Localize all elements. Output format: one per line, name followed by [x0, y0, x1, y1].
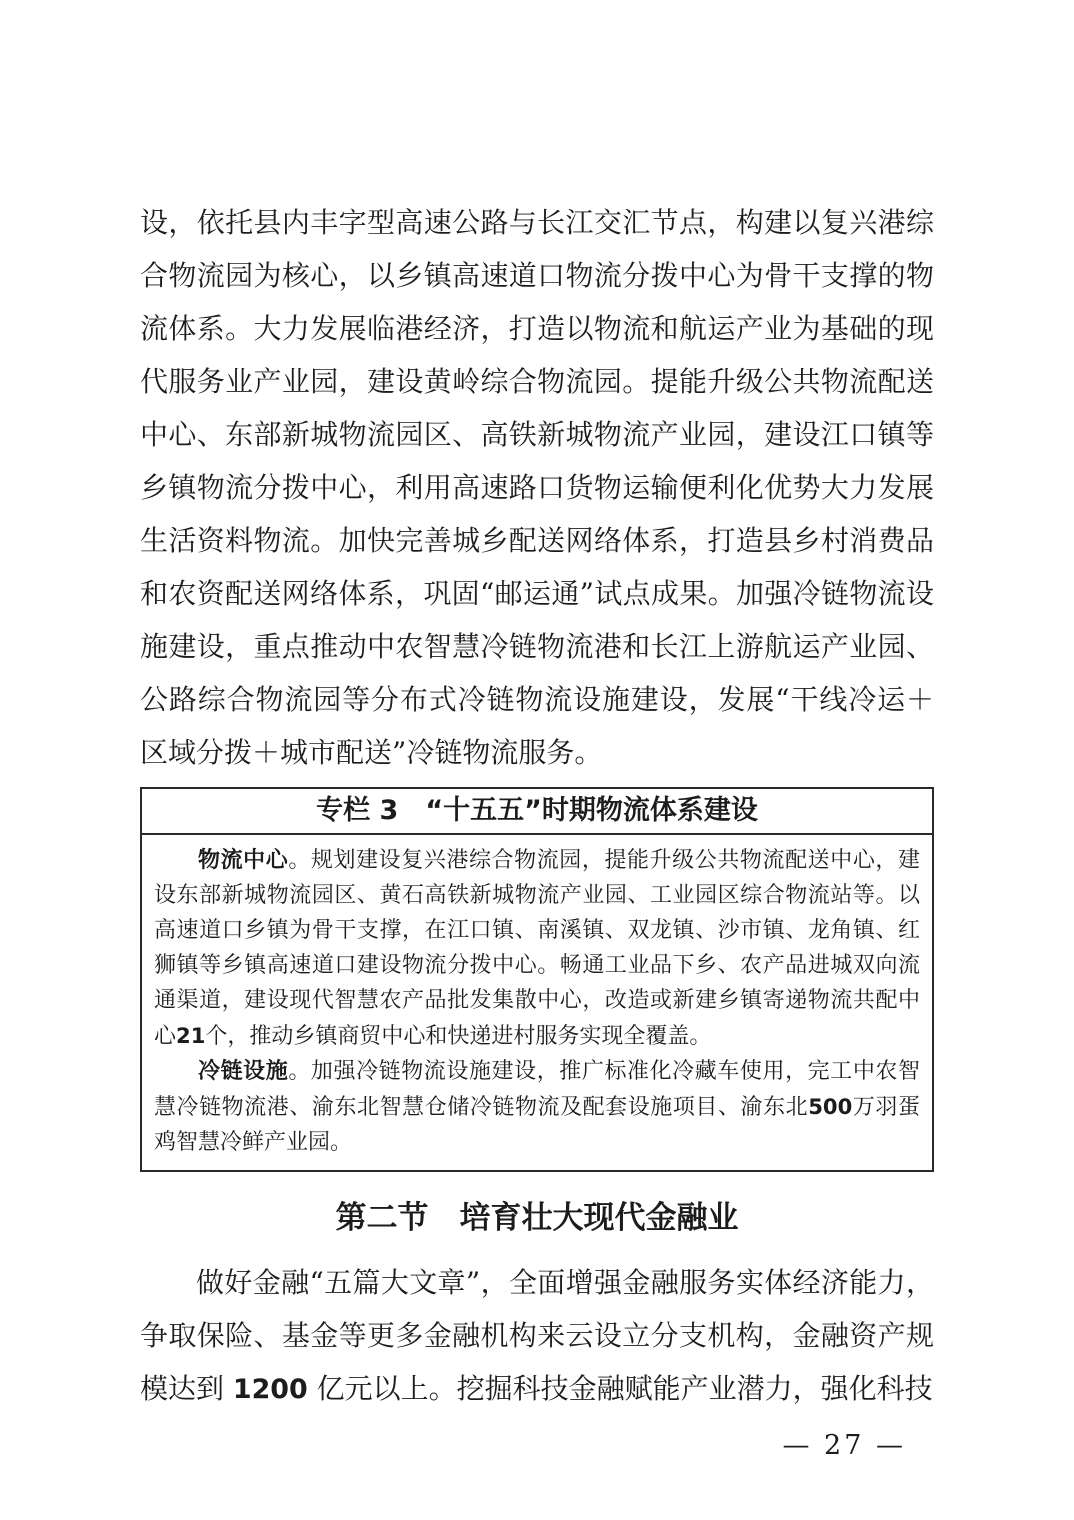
column-box-3 [140, 787, 934, 1172]
paragraph-logistics-system: 设，依托县内丰字型高速公路与长江交汇节点，构建以复兴港综合物流园为核心，以乡镇高速道口物流分拨中心为骨干支撑的物流体系。大力发展临港经济，打造以物流和航运产业为基础的现代服务业产业园，建设黄岭综合物流园。提能升级公共物流配送中心、东部新城物流园区、高铁新城物流产业园，建设江口镇等乡镇物流分拨中心，利用高速路口货物运输便利化优势大力发展生活资料物流。加快完善城乡配送网络体系，打造县乡村消费品和农资配送网络体系，巩固“邮运通”试点成果。加强冷链物流设施建设，重点推动中农智慧冷链物流港和长江上游航运产业园、公路综合物流园等分布式冷链物流设施建设，发展“干线冷运＋区域分拨＋城市配送”冷链物流服务。 [140, 206, 934, 769]
column-box-body [142, 835, 932, 1170]
paragraph-finance: 做好金融“五篇大文章”，全面增强金融服务实体经济能力，争取保险、基金等更多金融机构来云设立分支机构，金融资产规模达到 1200 亿元以上。挖掘科技金融赋能产业潜力，强化科技 [140, 1266, 934, 1405]
text-column [140, 196, 934, 1461]
column-box-title: 专栏 3 “十五五”时期物流体系建设 [142, 789, 932, 835]
section-heading-finance: 第二节 培育壮大现代金融业 [335, 1200, 739, 1236]
box-paragraph-logistics-centers [154, 843, 920, 1054]
box-text-logistics-centers: 。规划建设复兴港综合物流园，提能升级公共物流配送中心，建设东部新城物流园区、黄石高铁新城物流产业园、工业园区综合物流站等。以高速道口乡镇为骨干支撑，在江口镇、南溪镇、双龙镇、沙市镇、龙角镇、红狮镇等乡镇高速道口建设物流分拨中心。畅通工业品下乡、农产品进城双向流通渠道，建设现代智慧农产品批发集散中心，改造或新建乡镇寄递物流共配中心21个，推动乡镇商贸中心和快递进村服务实现全覆盖。 [154, 848, 920, 1049]
box-text-cold-chain: 。加强冷链物流设施建设，推广标准化冷藏车使用，完工中农智慧冷链物流港、渝东北智慧仓储冷链物流及配套设施项目、渝东北500万羽蛋鸡智慧冷鲜产业园。 [154, 1059, 920, 1155]
page-number: — 27 — [782, 1430, 906, 1461]
box-lead-cold-chain: 冷链设施 [198, 1059, 289, 1084]
box-lead-logistics-centers: 物流中心 [198, 848, 289, 873]
box-paragraph-cold-chain [154, 1054, 920, 1160]
